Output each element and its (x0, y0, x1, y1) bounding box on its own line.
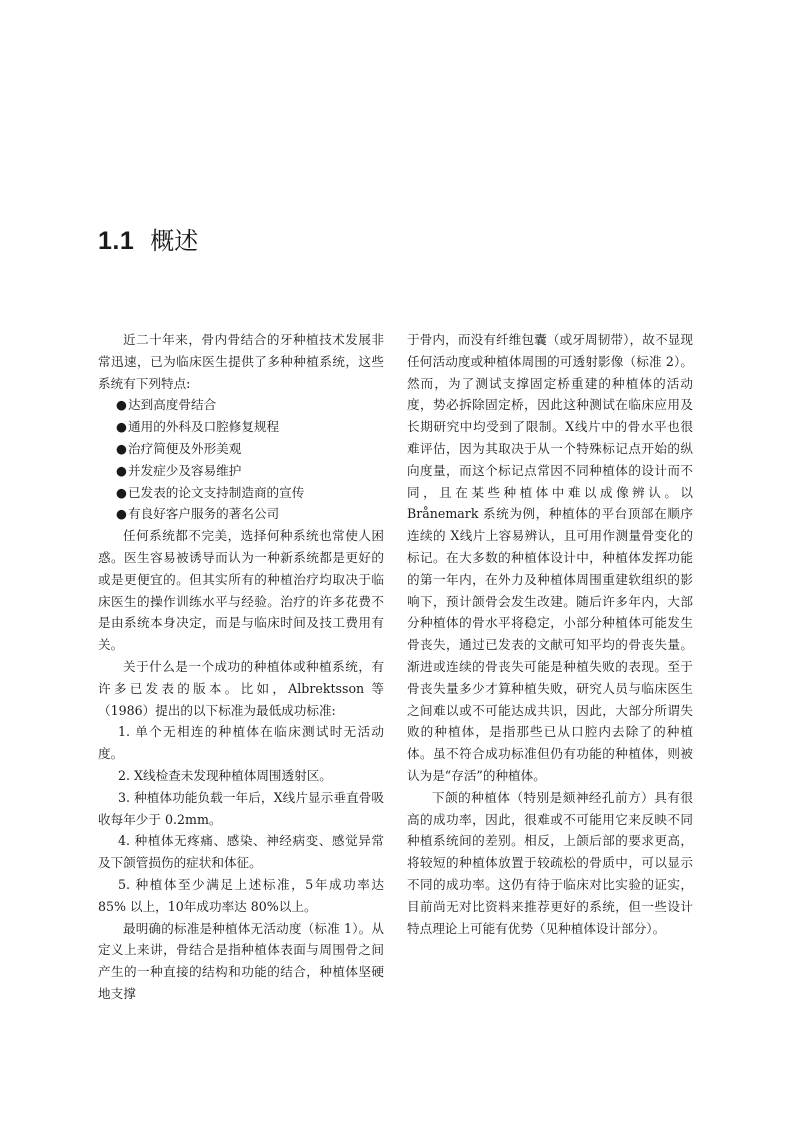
feature-text: 有良好客户服务的著名公司 (128, 506, 280, 522)
feature-text: 已发表的论文支持制造商的宣传 (128, 484, 305, 500)
feature-text: 通用的外科及口腔修复规程 (128, 419, 280, 435)
right-column (407, 329, 693, 939)
feature-item (118, 416, 384, 438)
feature-list (98, 394, 384, 525)
criterion-item: 3. 种植体功能负载一年后，X线片显示垂直骨吸收每年少于 0.2mm。 (98, 789, 384, 827)
feature-item (118, 460, 384, 482)
criterion-item: 4. 种植体无疼痛、感染、神经病变、感觉异常及下颌管损伤的症状和体征。 (98, 833, 384, 871)
feature-item (118, 503, 384, 525)
section-number: 1.1 (98, 227, 135, 255)
feature-text: 达到高度骨结合 (128, 397, 217, 413)
criterion-item: 1. 单个无相连的种植体在临床测试时无活动度。 (98, 724, 384, 762)
bullet-icon: ● (116, 462, 127, 478)
bullet-icon: ● (116, 397, 127, 413)
body-paragraph: 任何系统都不完美，选择何种系统也常使人困惑。医生容易被诱导而认为一种新系统都是更好的或是更便宜的。但其实所有的种植治疗均取决于临床医生的操作训练水平与经验。治疗的许多花费不是由系统本身决定，而是与临床时间及技工费用有关。 (98, 528, 384, 653)
bullet-icon: ● (116, 506, 127, 522)
feature-text: 治疗简便及外形美观 (128, 440, 242, 456)
bullet-icon: ● (116, 419, 127, 435)
intro-paragraph: 近二十年来，骨内骨结合的牙种植技术发展非常迅速，已为临床医生提供了多种种植系统，这些系统有下列特点: (98, 332, 384, 391)
bullet-icon: ● (116, 440, 127, 456)
section-heading (98, 221, 198, 261)
criterion-item: 5. 种植体至少满足上述标准，5年成功率达 85% 以上，10年成功率达 80%以上。 (98, 876, 384, 914)
section-title: 概述 (150, 227, 199, 255)
feature-text: 并发症少及容易维护 (128, 462, 242, 478)
body-paragraph: 关于什么是一个成功的种植体或种植系统，有许多已发表的版本。比如，Albrektsson 等（1986）提出的以下标准为最低成功标准: (98, 658, 384, 718)
feature-item (118, 438, 384, 460)
feature-item (118, 482, 384, 504)
body-paragraph: 于骨内，而没有纤维包囊（或牙周韧带），故不显现任何活动度或种植体周围的可透射影像（标准 2）。然而，为了测试支撑固定桥重建的种植体的活动度，势必拆除固定桥，因此这种测试在临床应用及长期研究中均受到了限制。X线片中的骨水平也很难评估，因为其取决于从一个特殊标记点开始的纵向度量，而这个标记点常因不同种植体的设计而不同，且在某些种植体中难以成像辨认。以 Brånemark 系统为例，种植体的平台顶部在顺序连续的 X线片上容易辨认，且可用作测量骨变化的标记。在大多数的种植体设计中，种植体发挥功能的第一年内，在外力及种植体周围重建软组织的影响下，预计颌骨会发生改建。随后许多年内，大部分种植体的骨水平将稳定，小部分种植体可能发生骨丧失，通过已发表的文献可知平均的骨丧失量。渐进或连续的骨丧失可能是种植失败的表现。至于骨丧失量多少才算种植失败，研究人员与临床医生之间难以或不可能达成共识，因此，大部分所谓失败的种植体，是指那些已从口腔内去除了的种植体。虽不符合成功标准但仍有功能的种植体，则被认为是“存活”的种植体。 (407, 332, 693, 783)
bullet-icon: ● (116, 484, 127, 500)
left-column (98, 329, 384, 1005)
criterion-item: 2. X线检查未发现种植体周围透射区。 (118, 767, 332, 783)
feature-item (118, 394, 384, 416)
body-paragraph: 下颌的种植体（特别是颏神经孔前方）具有很高的成功率，因此，很难或不可能用它来反映不同种植系统间的差别。相反，上颌后部的要求更高，将较短的种植体放置于较疏松的骨质中，可以显示不同的成功率。这仍有待于临床对比实验的证实，目前尚无对比资料来推荐更好的系统，但一些设计特点理论上可能有优势（见种植体设计部分）。 (407, 789, 693, 936)
body-paragraph: 最明确的标准是种植体无活动度（标准 1）。从定义上来讲，骨结合是指种植体表面与周围骨之间产生的一种直接的结构和功能的结合，种植体坚硬地支撑 (98, 920, 384, 1001)
